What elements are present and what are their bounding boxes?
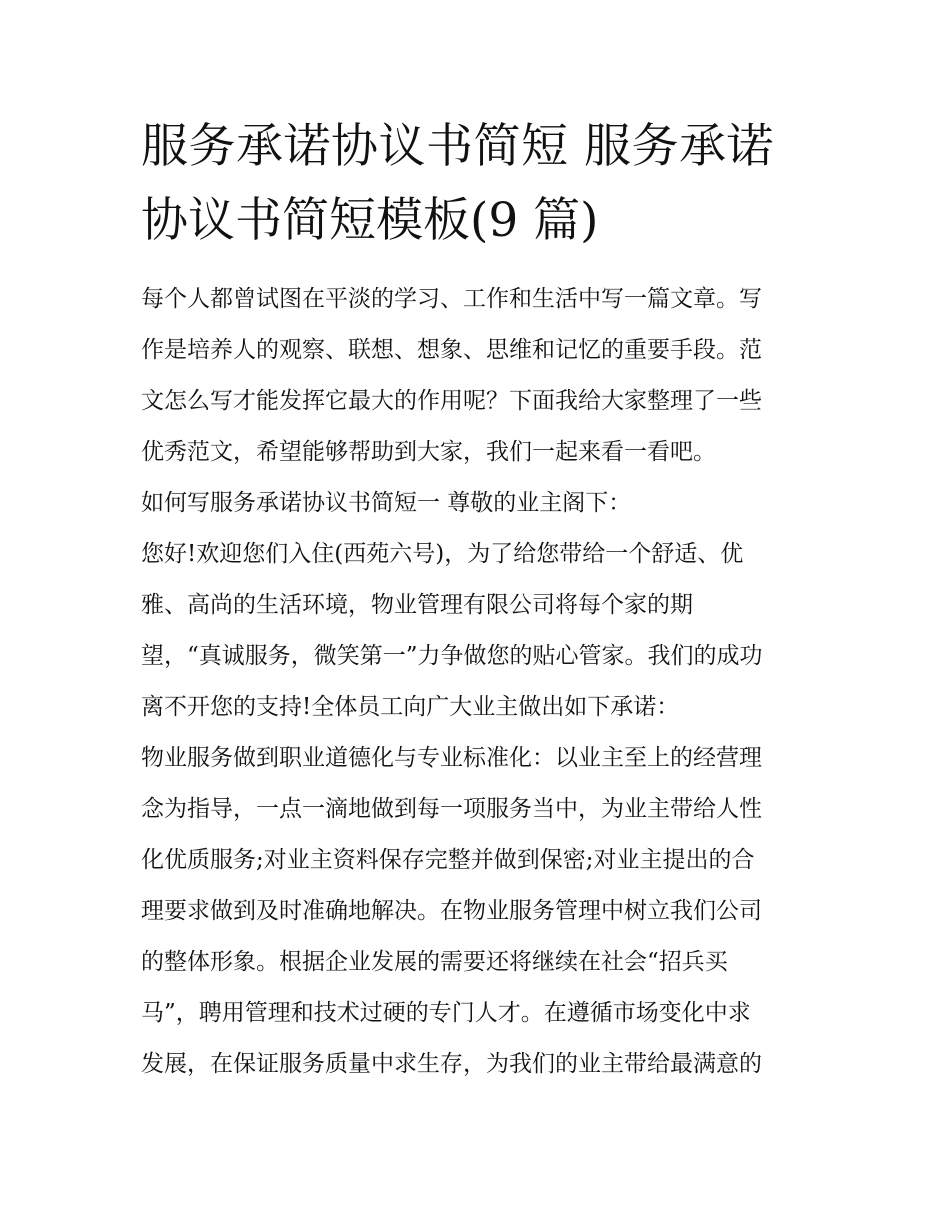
body-line: 马”，聘用管理和技术过硬的专门人才。在遵循市场变化中求 — [141, 1000, 751, 1026]
document-title — [141, 110, 813, 258]
document-body — [141, 274, 813, 1090]
document-content — [141, 110, 813, 1090]
body-line: 的整体形象。根据企业发展的需要还将继续在社会“招兵买 — [141, 949, 728, 975]
body-line: 作是培养人的观察、联想、想象、思维和记忆的重要手段。范 — [141, 337, 762, 363]
body-line: 雅、高尚的生活环境，物业管理有限公司将每个家的期 — [141, 592, 693, 618]
title-line-1: 服务承诺协议书简短 服务承诺 — [141, 119, 774, 174]
body-line: 优秀范文，希望能够帮助到大家，我们一起来看一看吧。 — [141, 439, 716, 465]
body-line: 离不开您的支持!全体员工向广大业主做出如下承诺： — [141, 694, 680, 720]
body-line: 理要求做到及时准确地解决。在物业服务管理中树立我们公司 — [141, 898, 762, 924]
title-line-2: 协议书简短模板(9 篇) — [141, 193, 599, 248]
body-line: 发展，在保证服务质量中求生存，为我们的业主带给最满意的 — [141, 1051, 762, 1077]
body-line: 物业服务做到职业道德化与专业标准化：以业主至上的经营理 — [141, 745, 762, 771]
body-line: 每个人都曾试图在平淡的学习、工作和生活中写一篇文章。写 — [141, 286, 762, 312]
body-line: 望，“真诚服务，微笑第一”力争做您的贴心管家。我们的成功 — [141, 643, 763, 669]
body-line: 您好!欢迎您们入住(西苑六号)，为了给您带给一个舒适、优 — [141, 541, 744, 567]
body-line: 念为指导，一点一滴地做到每一项服务当中，为业主带给人性 — [141, 796, 762, 822]
body-line: 化优质服务;对业主资料保存完整并做到保密;对业主提出的合 — [141, 847, 755, 873]
body-line: 文怎么写才能发挥它最大的作用呢？下面我给大家整理了一些 — [141, 388, 762, 414]
body-line: 如何写服务承诺协议书简短一 尊敬的业主阁下： — [141, 490, 632, 516]
